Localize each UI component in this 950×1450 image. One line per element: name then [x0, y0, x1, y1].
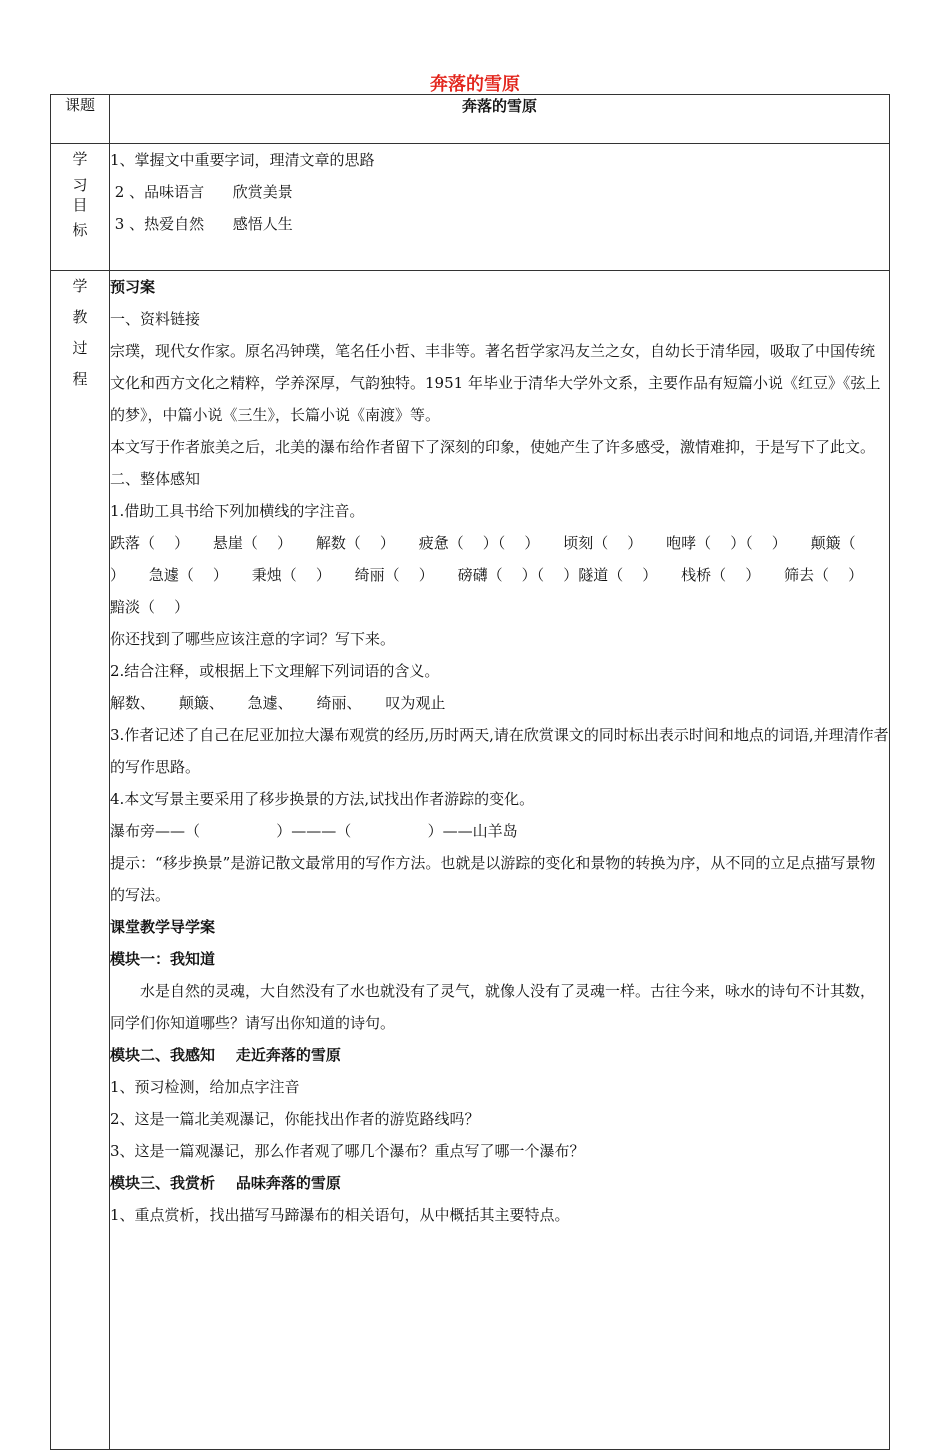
process-label-char: 教: [72, 308, 88, 326]
question-1-extra: 你还找到了哪些应该注意的字词？写下来。: [110, 630, 396, 648]
module-2-item: 2、这是一篇北美观瀑记，你能找出作者的游览路线吗？: [110, 1110, 480, 1128]
question-1: 1.借助工具书给下列加横线的字注音。: [110, 502, 365, 520]
question-3: 3.作者记述了自己在尼亚加拉大瀑布观赏的经历,历时两天,请在欣赏课文的同时标出表示时间和地点的词语,并理清作者的写作思路。: [110, 726, 889, 776]
module-1-title: 模块一：我知道: [110, 950, 216, 968]
process-label-char: 过: [72, 339, 88, 357]
section-title: 二、整体感知: [110, 470, 201, 488]
phonetic-words: ） 急遽（ ） 秉烛（ ） 绮丽（ ） 磅礴（ ）（ ）隧道（ ） 栈桥（ ） 筛去（ ）: [110, 566, 864, 584]
goals-label-char: 目: [72, 196, 88, 214]
goal-item: 1、掌握文中重要字词，理清文章的思路: [110, 151, 375, 169]
background-text: 本文写于作者旅美之后，北美的瀑布给作者留下了深刻的印象，使她产生了许多感受，激情难抑，于是写下了此文。: [110, 438, 876, 456]
vocab-words: 解数、 颠簸、 急遽、 绮丽、 叹为观止: [110, 694, 446, 712]
phonetic-words: 黯淡（ ）: [110, 598, 190, 616]
module-2-item: 1、预习检测，给加点字注音: [110, 1078, 300, 1096]
goals-label: [51, 144, 110, 271]
module-1-text: 水是自然的灵魂，大自然没有了水也就没有了灵气，就像人没有了灵魂一样。古往今来，咏水的诗句不计其数，同学们你知道哪些？请写出你知道的诗句。: [110, 982, 876, 1032]
section-title: 一、资料链接: [110, 310, 201, 328]
tip-text: 提示：“移步换景”是游记散文最常用的写作方法。也就是以游踪的变化和景物的转换为序，从不同的立足点描写景物的写法。: [110, 854, 876, 904]
goals-content: [110, 144, 890, 271]
question-4: 4.本文写景主要采用了移步换景的方法,试找出作者游踪的变化。: [110, 790, 535, 808]
process-label-char: 程: [72, 370, 88, 388]
preview-heading: 预习案: [110, 278, 156, 296]
goal-item: 2 、品味语言 欣赏美景: [110, 183, 293, 201]
module-2-item: 3、这是一篇观瀑记，那么作者观了哪几个瀑布？重点写了哪一个瀑布？: [110, 1142, 585, 1160]
class-heading: 课堂教学导学案: [110, 918, 216, 936]
lesson-plan-table: [50, 94, 890, 1450]
route-blanks: 瀑布旁——（ ）———（ ）——山羊岛: [110, 822, 518, 840]
topic-label: 课题: [51, 95, 110, 144]
goals-label-char: 标: [72, 221, 88, 239]
module-3-item: 1、重点赏析，找出描写马蹄瀑布的相关语句，从中概括其主要特点。: [110, 1206, 570, 1224]
goal-item: 3 、热爱自然 感悟人生: [110, 215, 293, 233]
goals-label-char: 习: [72, 176, 88, 194]
module-3-title: 模块三、我赏析 品味奔落的雪原: [110, 1174, 341, 1192]
author-bio: 宗璞，现代女作家。原名冯钟璞，笔名任小哲、丰非等。著名哲学家冯友兰之女，自幼长于清华园，吸取了中国传统文化和西方文化之精粹，学养深厚，气韵独特。1951 年毕业于清华大学外文系，主要作品有短篇小说《红豆》《弦上的梦》，中篇小说《三生》，长篇小说《南渡》等。: [110, 342, 881, 424]
process-row: [51, 271, 890, 1450]
goals-row: [51, 144, 890, 271]
process-label-char: 学: [72, 277, 88, 295]
topic-row: [51, 95, 890, 144]
module-2-title: 模块二、我感知 走近奔落的雪原: [110, 1046, 341, 1064]
process-content: [110, 271, 890, 1450]
phonetic-words: 跌落（ ） 悬崖（ ） 解数（ ） 疲惫（ ）（ ） 顷刻（ ） 咆哮（ ）（ ） 颠簸（: [110, 534, 856, 552]
document-title: 奔落的雪原: [430, 74, 520, 95]
question-2: 2.结合注释，或根据上下文理解下列词语的含义。: [110, 662, 440, 680]
topic-value: 奔落的雪原: [110, 95, 890, 144]
goals-label-char: 学: [72, 150, 88, 168]
process-label: [51, 271, 110, 1450]
